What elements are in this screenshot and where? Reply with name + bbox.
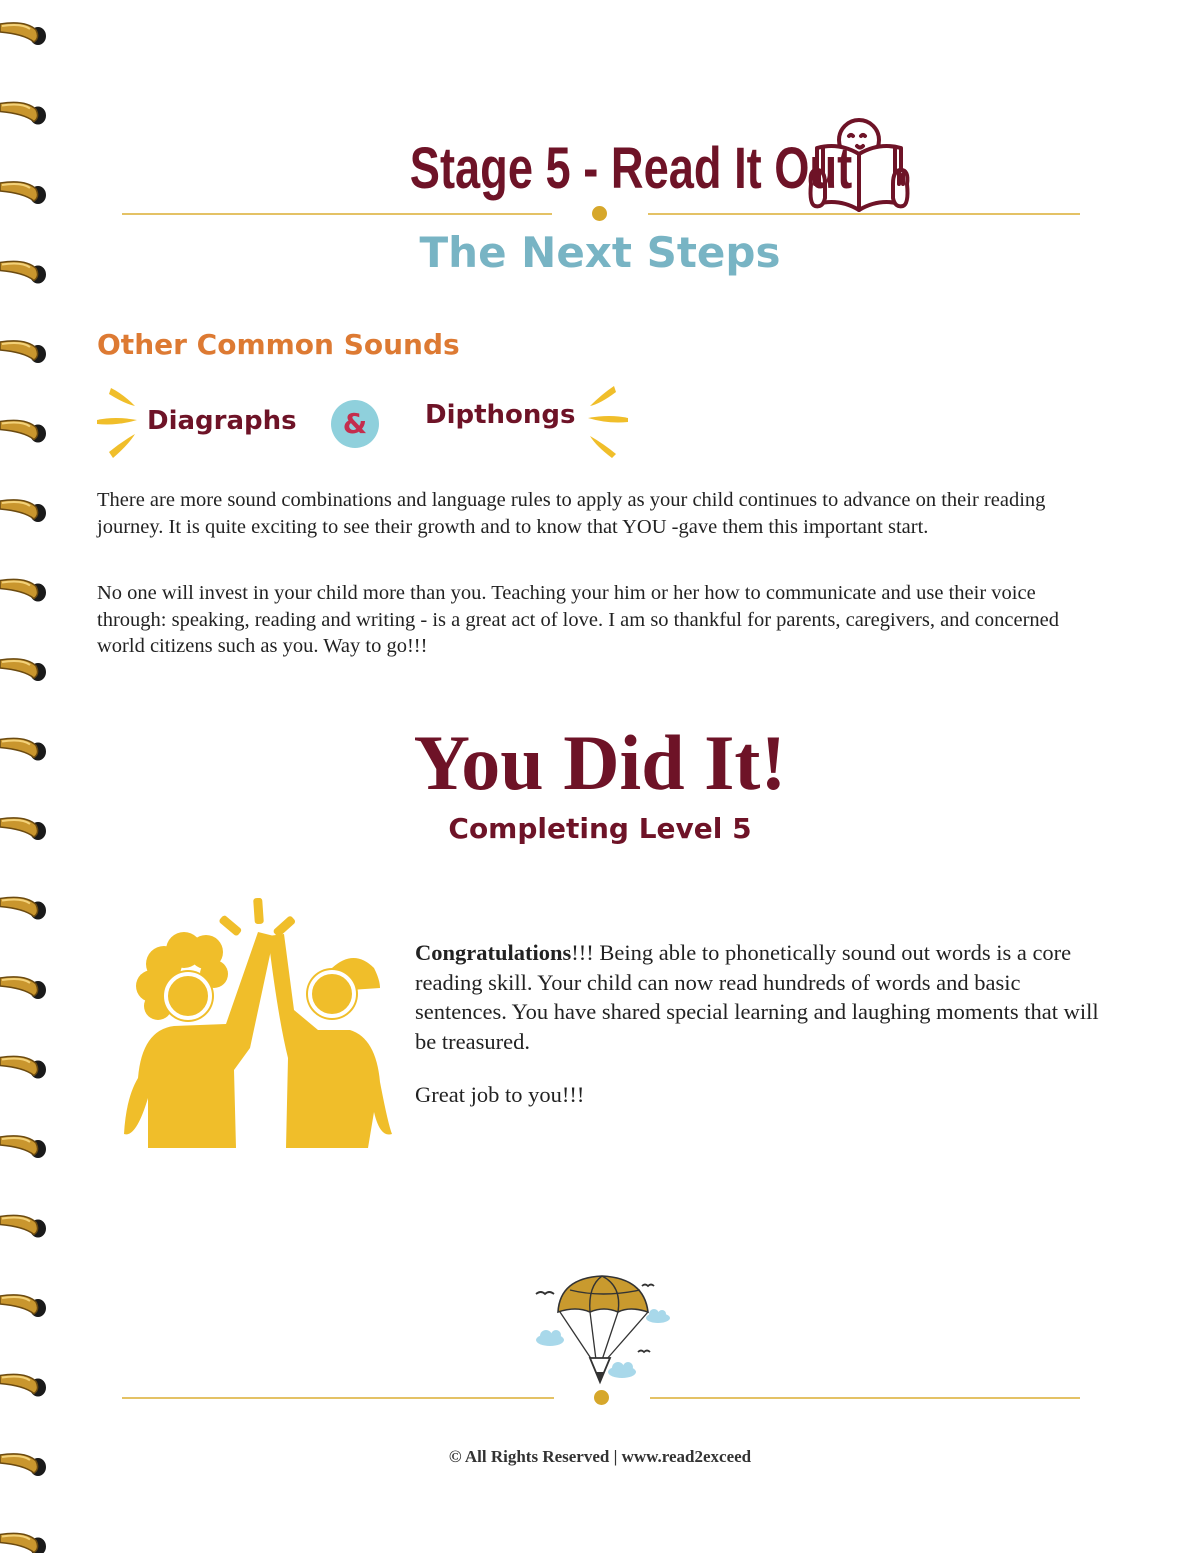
right-burst-icon <box>580 382 630 462</box>
paragraph-1: There are more sound combinations and language rules to apply as your child continues to advance on their reading journey. It is quite exciting to see their growth and to know that YOU -gave them this important start. <box>97 489 1046 538</box>
divider-dot <box>592 206 607 221</box>
footer-copyright: © All Rights Reserved | www.read2exceed <box>448 1447 752 1466</box>
sound-types-row <box>95 382 635 462</box>
ampersand-badge: & <box>331 400 379 448</box>
pencil-parachute-icon <box>530 1272 680 1392</box>
closing-text: Great job to you!!! <box>415 1082 585 1107</box>
section-title: The Next Steps <box>419 228 781 277</box>
divider-bottom <box>122 1388 1080 1408</box>
celebration-headline: You Did It! <box>413 719 787 806</box>
congratulations-text <box>415 938 1105 1056</box>
congratulations-body: !!! Being able to phonetically sound out words is a core reading skill. Your child can now read hundreds of words and basic sentences. You have shared special learning and laughing moments that will be treasured. <box>415 940 1099 1054</box>
high-five-icon <box>118 898 398 1158</box>
page-title: Stage 5 - Read It Out <box>410 135 853 201</box>
dipthongs-label: Dipthongs <box>425 400 576 430</box>
divider-top <box>122 204 1080 224</box>
divider-dot <box>594 1390 609 1405</box>
diagraphs-label: Diagraphs <box>147 406 297 436</box>
section-heading: Other Common Sounds <box>97 328 460 361</box>
congratulations-lead: Congratulations <box>415 940 572 965</box>
celebration-subheadline: Completing Level 5 <box>448 812 752 845</box>
paragraph-2: No one will invest in your child more than you. Teaching your him or her how to communicate and use their voice through: speaking, reading and writing - is a great act of love. I am so thankful for parents, caregivers, and concerned world citizens such as you. Way to go!!! <box>97 582 1060 657</box>
left-burst-icon <box>95 382 145 462</box>
